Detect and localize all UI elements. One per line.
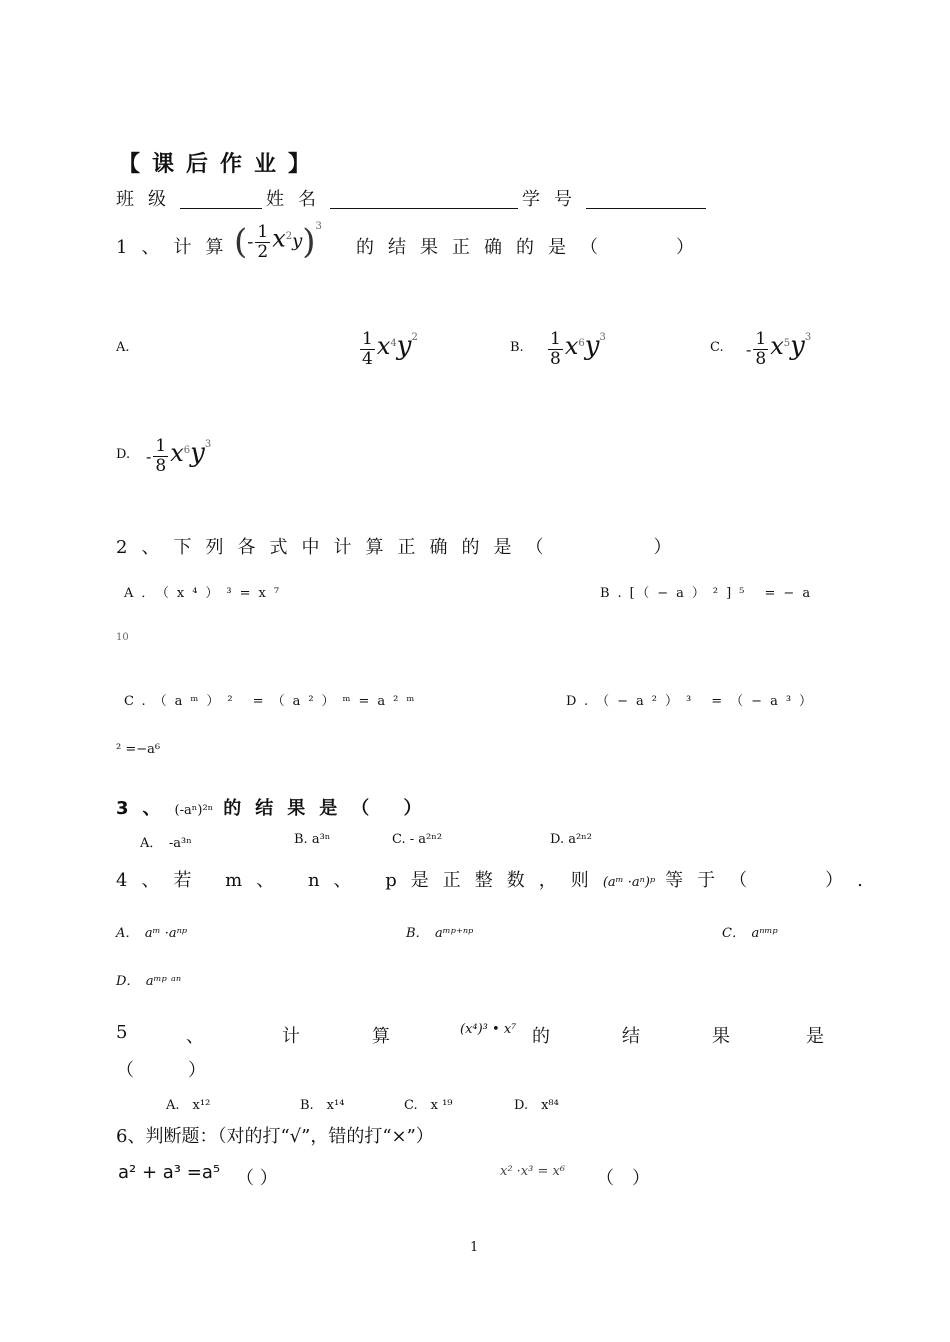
q3-option-c: C. - a²ⁿ² bbox=[392, 832, 443, 847]
q3-stem bbox=[116, 794, 436, 820]
q1-a-xe: 4 bbox=[390, 338, 397, 349]
q1-option-c-label: C. bbox=[710, 340, 724, 355]
q3-expr: (-aⁿ)²ⁿ bbox=[174, 803, 214, 818]
q1-expr-y: y bbox=[292, 230, 303, 252]
q5-option-d: D. x⁸⁴ bbox=[514, 1098, 559, 1113]
q1-option-c: - $\frac{1}{8}$ $x^5y^3$ bbox=[746, 329, 812, 369]
q1-stem-a: 计算 bbox=[173, 237, 238, 258]
q1-b-xe: 6 bbox=[578, 338, 585, 349]
q1-c-den: 8 bbox=[755, 349, 767, 369]
q1-option-d: - $\frac{1}{8}$ $x^6y^3$ bbox=[146, 436, 212, 476]
header-line bbox=[116, 185, 706, 211]
q5-number: 5 bbox=[116, 1022, 128, 1043]
q6-item-2-paren: （ ） bbox=[596, 1168, 650, 1189]
q2-option-c: C.（aᵐ）² =（a²）ᵐ=a²ᵐ bbox=[124, 694, 423, 709]
q4-number: 4、 bbox=[116, 870, 174, 891]
q3-stem-text: 的结果是（ ） bbox=[223, 798, 436, 819]
q1-expr-outer: 3 bbox=[315, 220, 322, 232]
q1-d-xe: 6 bbox=[183, 445, 191, 456]
q1-number: 1、 bbox=[116, 237, 174, 258]
name-blank bbox=[330, 190, 518, 209]
q2-stem-text: 下列各式中计算正确的是（ ） bbox=[173, 537, 686, 558]
q1-c-xe: 5 bbox=[783, 338, 791, 349]
name-label: 姓名 bbox=[266, 189, 330, 210]
section-title: 【课后作业】 bbox=[118, 151, 323, 177]
q2-option-d-cont: ² =−a⁶ bbox=[116, 742, 161, 757]
q1-d-ye: 3 bbox=[204, 439, 212, 450]
q4-stem-a: 若 m、 n、 p是正整数，则 bbox=[173, 870, 603, 891]
q4-option-a: A． aᵐ ·aⁿᵖ bbox=[116, 926, 188, 941]
q5-expr: (x⁴)³ • x⁷ bbox=[460, 1022, 517, 1037]
q1-a-frac bbox=[360, 330, 375, 369]
q1-d-sign: - bbox=[146, 447, 152, 466]
q2-option-b: B.[（−a）²]⁵ =−a bbox=[600, 586, 819, 601]
number-label: 学号 bbox=[522, 189, 586, 210]
q4-option-b: B． aᵐᵖ⁺ⁿᵖ bbox=[406, 926, 474, 941]
q6-item-1-paren: （ ） bbox=[236, 1168, 278, 1189]
q1-a-den: 4 bbox=[362, 349, 373, 369]
q4-option-c: C． aⁿᵐᵖ bbox=[722, 926, 778, 941]
q6-item-2: x² ·x³ = x⁶ bbox=[500, 1164, 566, 1179]
q5-word-1: 计 bbox=[282, 1026, 300, 1047]
q4-expr: (aᵐ ·aⁿ)ᵖ bbox=[602, 875, 656, 890]
q1-option-a: $\frac{1}{4}$ $x^4y^2$ bbox=[362, 329, 418, 369]
q1-expr-sign: - bbox=[247, 231, 254, 253]
q4-stem-b: 等于（ ）. bbox=[665, 870, 877, 891]
q1-expr-frac bbox=[255, 223, 270, 262]
q3-option-d: D. a²ⁿ² bbox=[550, 832, 593, 847]
q5-word-2: 算 bbox=[372, 1026, 390, 1047]
q1-c-ye: 3 bbox=[804, 332, 812, 343]
number-blank bbox=[586, 190, 706, 209]
q1-b-ye: 3 bbox=[599, 332, 606, 343]
q1-stem bbox=[116, 233, 237, 259]
q2-number: 2、 bbox=[116, 537, 174, 558]
q4-option-d: D． aᵐᵖ ᵃⁿ bbox=[116, 974, 182, 989]
q1-d-den: 8 bbox=[155, 456, 167, 476]
q6-stem: 6、判断题：（对的打“√”，错的打“×”） bbox=[116, 1126, 434, 1147]
q1-b-num: 1 bbox=[550, 329, 561, 349]
q2-stem bbox=[116, 533, 685, 559]
q1-expr-den: 2 bbox=[257, 241, 269, 262]
q5-word-5: 果 bbox=[712, 1026, 730, 1047]
q1-option-a-label: A. bbox=[116, 340, 130, 355]
q1-option-d-label: D. bbox=[116, 447, 131, 462]
q6-item-1: a² + a³ =a⁵ bbox=[118, 1162, 221, 1183]
q3-option-b: B. a³ⁿ bbox=[294, 832, 331, 847]
q1-c-frac bbox=[753, 330, 768, 369]
q1-c-sign: - bbox=[746, 340, 752, 359]
q5-option-c: C. x ¹⁹ bbox=[404, 1098, 453, 1113]
q5-sep: 、 bbox=[186, 1026, 204, 1047]
q5-answer-paren: （ ） bbox=[116, 1060, 206, 1081]
q1-expr-x: x bbox=[272, 224, 286, 253]
q1-option-b-label: B. bbox=[510, 340, 524, 355]
q2-option-d: D.（−a²）³ =（−a³） bbox=[566, 694, 821, 709]
q1-a-num: 1 bbox=[362, 329, 373, 349]
q4-stem bbox=[116, 866, 877, 892]
q1-expression bbox=[234, 222, 322, 262]
q1-expr-xe: 2 bbox=[285, 230, 293, 242]
q1-left-paren: ( bbox=[234, 222, 248, 262]
q5-option-a: A. x¹² bbox=[166, 1098, 211, 1113]
q3-option-a: A． -a³ⁿ bbox=[140, 836, 192, 851]
q5-word-3: 的 bbox=[532, 1026, 550, 1047]
q1-c-num: 1 bbox=[755, 329, 767, 349]
q1-b-frac bbox=[548, 330, 563, 369]
q1-d-frac bbox=[153, 437, 168, 476]
q1-b-den: 8 bbox=[550, 349, 561, 369]
q5-word-4: 结 bbox=[622, 1026, 640, 1047]
q1-expr-num: 1 bbox=[257, 221, 269, 242]
q2-option-a: A．（x⁴）³=x⁷ bbox=[124, 586, 288, 601]
q1-a-ye: 2 bbox=[411, 332, 418, 343]
page-number: 1 bbox=[470, 1240, 479, 1255]
q1-d-num: 1 bbox=[155, 436, 167, 456]
q1-right-paren: ) bbox=[302, 222, 316, 262]
q3-number: 3、 bbox=[116, 798, 175, 819]
q1-option-b: $\frac{1}{8}$ $x^6y^3$ bbox=[550, 329, 606, 369]
class-label: 班级 bbox=[116, 189, 180, 210]
q5-word-6: 是 bbox=[806, 1026, 824, 1047]
q2-option-b-cont: 10 bbox=[116, 632, 129, 643]
q5-option-b: B. x¹⁴ bbox=[300, 1098, 345, 1113]
class-blank bbox=[180, 190, 262, 209]
q1-stem-b: 的结果正确的是（ ） bbox=[356, 237, 708, 258]
